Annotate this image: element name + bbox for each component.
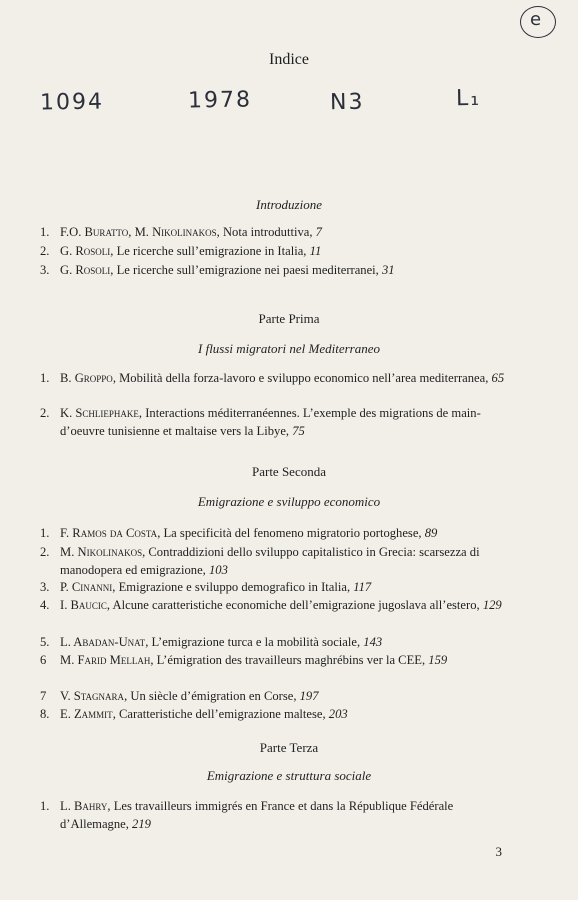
toc-entry: 2. M. Nikolinakos, Contraddizioni dello sviluppo capitalistico in Grecia: scarsezza di manodopera ed emigrazione, 103 bbox=[40, 545, 480, 577]
toc-entry: 2. G. Rosoli, Le ricerche sull’emigrazione in Italia, 11 bbox=[40, 244, 322, 258]
section-title-terza: Emigrazione e struttura sociale bbox=[206, 768, 372, 783]
toc-entry: 7 V. Stagnara, Un siècle d’émigration en Corse, 197 bbox=[40, 689, 319, 703]
toc-entry: 3. P. Cinanni, Emigrazione e sviluppo demografico in Italia, 117 bbox=[40, 580, 372, 594]
page-number: 3 bbox=[495, 844, 502, 859]
toc-entry: 1. F. Ramos da Costa, La specificità del fenomeno migratorio portoghese, 89 bbox=[40, 526, 438, 540]
handwritten-note-c: N3 bbox=[329, 89, 365, 116]
toc-entry: 1. F.O. Buratto, M. Nikolinakos, Nota introduttiva, 7 bbox=[40, 225, 322, 239]
toc-entry: 5. L. Abadan-Unat, L’emigrazione turca e la mobilità sociale, 143 bbox=[40, 635, 383, 649]
toc-entry: 1. L. Bahry, Les travailleurs immigrés en France et dans la République Fédérale d’Allemagne, 219 bbox=[40, 799, 454, 831]
toc-entry: 4. I. Baucic, Alcune caratteristiche economiche dell’emigrazione jugoslava all’estero, 129 bbox=[40, 598, 502, 612]
toc-entry: 6 M. Farid Mellah, L’émigration des travailleurs maghrébins ver la CEE, 159 bbox=[40, 653, 448, 667]
section-title-prima: I flussi migratori nel Mediterraneo bbox=[198, 341, 380, 356]
toc-entry: 8. E. Zammit, Caratteristiche dell’emigrazione maltese, 203 bbox=[40, 707, 348, 721]
page-title: Indice bbox=[269, 51, 309, 68]
part-label-terza: Parte Terza bbox=[259, 740, 319, 755]
toc-entry: 1. B. Groppo, Mobilità della forza-lavoro e sviluppo economico nell’area mediterranea, 65 bbox=[40, 371, 505, 385]
circled-letter-annotation: e bbox=[520, 6, 556, 38]
part-label-seconda: Parte Seconda bbox=[251, 464, 326, 479]
section-title-introduzione: Introduzione bbox=[256, 197, 322, 212]
part-label-prima: Parte Prima bbox=[258, 311, 320, 326]
handwritten-note-b: 1978 bbox=[187, 87, 253, 114]
toc-entry: 3. G. Rosoli, Le ricerche sull’emigrazione nei paesi mediterranei, 31 bbox=[40, 263, 395, 277]
toc-entry: 2. K. Schliephake, Interactions méditerranéennes. L’exemple des migrations de main-d’oeuvre tunisienne et maltaise vers la Libye, 75 bbox=[40, 406, 481, 438]
section-title-seconda: Emigrazione e sviluppo economico bbox=[197, 494, 381, 509]
handwritten-note-d: L₁ bbox=[455, 85, 482, 112]
handwritten-note-a: 1094 bbox=[39, 89, 105, 116]
